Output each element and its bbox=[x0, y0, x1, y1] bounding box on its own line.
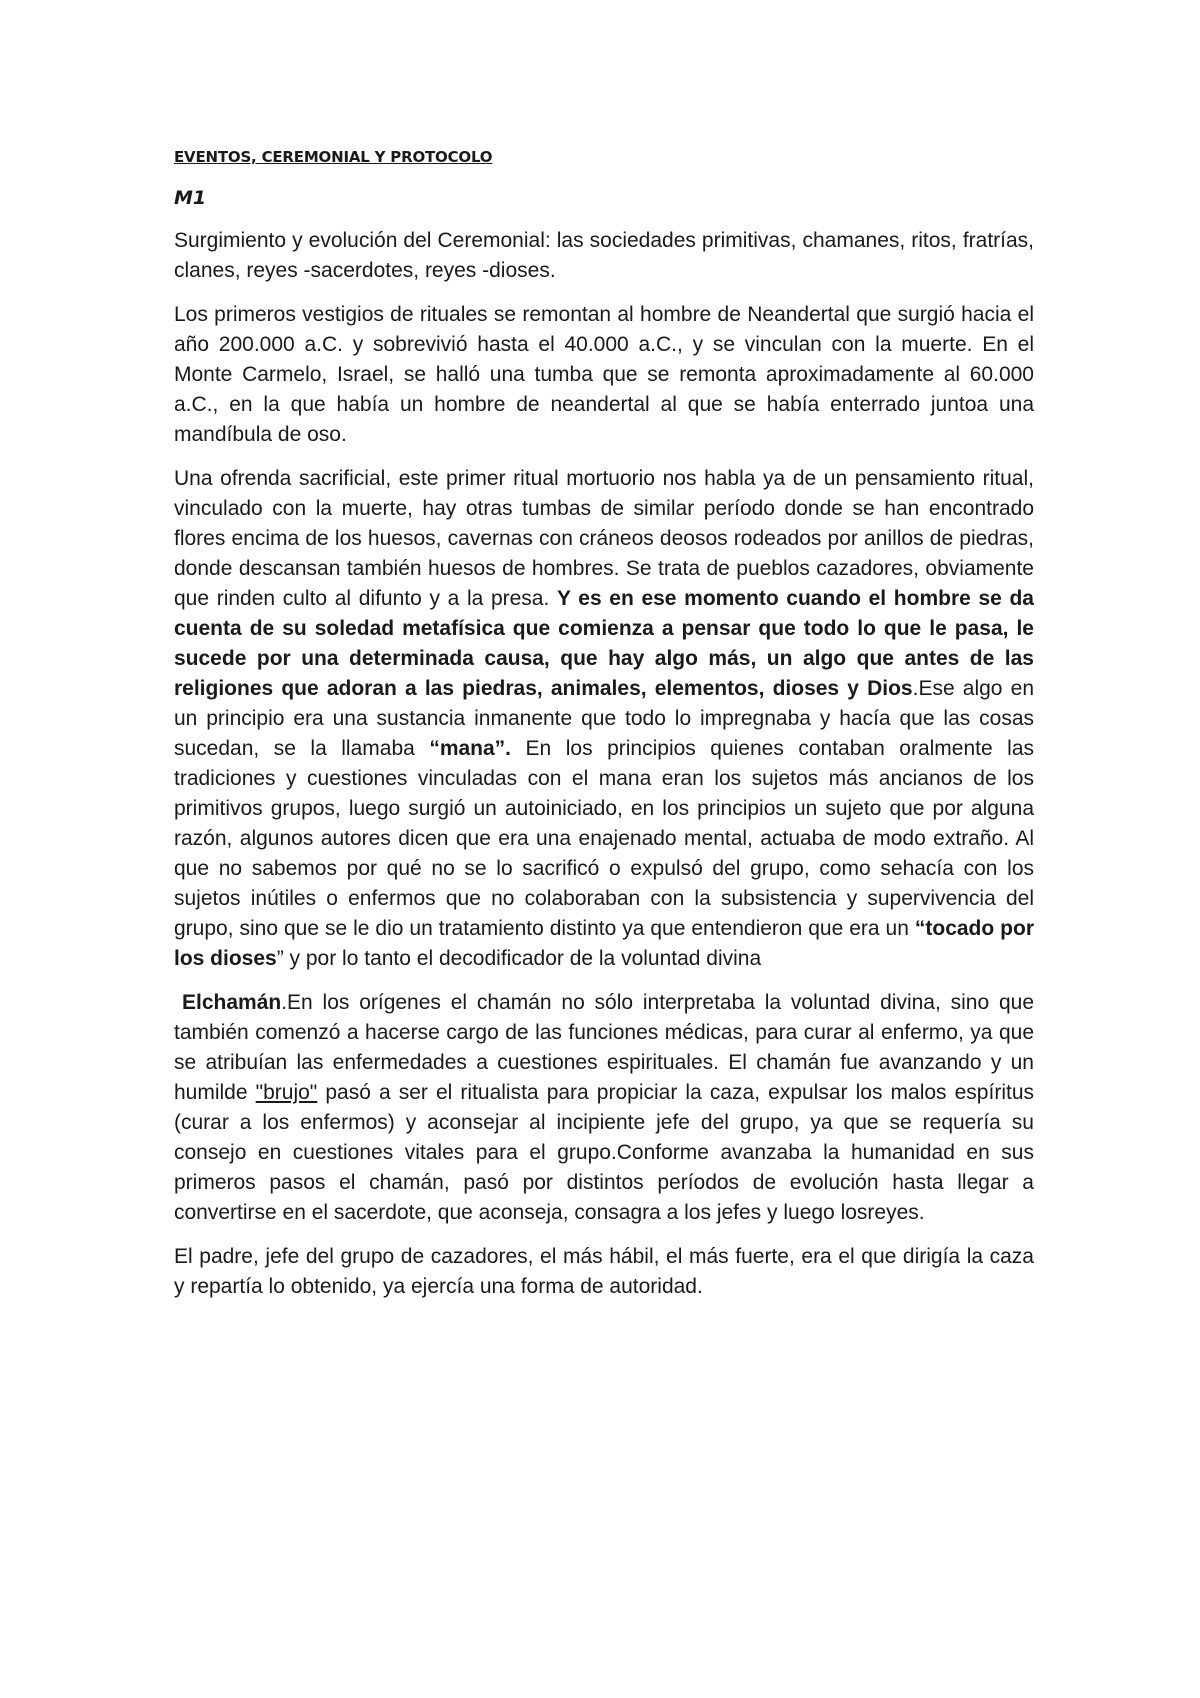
paragraph-ofrenda bbox=[174, 464, 1034, 974]
link-brujo[interactable]: "brujo" bbox=[255, 1081, 318, 1104]
text-run: ” y por lo tanto el decodificador de la voluntad divina bbox=[276, 947, 762, 970]
paragraph-neandertal: Los primeros vestigios de rituales se remontan al hombre de Neandertal que surgió hacia el año 200.000 a.C. y sobrevivió hasta el 40.000 a.C., y se vinculan con la muerte. En el Monte Carmelo, Israel, se halló una tumba que se remonta aproximadamente al 60.000 a.C., en la que había un hombre de neandertal al que se había enterrado juntoa una mandíbula de oso. bbox=[174, 303, 1034, 446]
text-run: En los principios quienes contaban oralmente las tradiciones y cuestiones vinculadas con el mana eran los sujetos más ancianos de los primitivos grupos, luego surgió un autoiniciado, en los principios un sujeto que por alguna razón, algunos autores dicen que era una enajenado mental, actuaba de modo extraño. Al que no sabemos por qué no se lo sacrificó o expulsó del grupo, como sehacía con los sujetos inútiles o enfermos que no colaboraban con la subsistencia y supervivencia del grupo, sino que se le dio un tratamiento distinto ya que entendieron que era un bbox=[174, 737, 1035, 940]
text-run: .En los orígenes el chamán no sólo interpretaba la voluntad divina, sino que también comenzó a hacerse cargo de las funciones médicas, para curar al enfermo, ya que se atribuían las enfermedades a cuestiones espirituales. El chamán fue avanzando y un humilde bbox=[174, 991, 1034, 1104]
section-heading: M1 bbox=[174, 187, 207, 209]
bold-term-mana: “mana”. bbox=[429, 737, 512, 760]
paragraph-chaman bbox=[174, 988, 1034, 1228]
bold-term-chaman: Elchamán bbox=[182, 991, 282, 1014]
text-run: Una ofrenda sacrificial, este primer ritual mortuorio nos habla ya de un pensamiento ritual, vinculado con la muerte, hay otras tumbas de similar período donde se han encontrado flores encima de los huesos, cavernas con cráneos deosos rodeados por anillos de piedras, donde descansan también huesos de hombres. Se trata de pueblos cazadores, obviamente que rinden culto al difunto y a la presa. bbox=[174, 467, 1034, 610]
bold-text: Y es en ese momento cuando el hombre se da cuenta de su soledad metafísica que comienza a pensar que todo lo que le pasa, le sucede por una determinada causa, que hay algo más, un algo que antes de las religiones que adoran a las piedras, animales, elementos, dioses y Dios bbox=[174, 587, 1034, 700]
document-page bbox=[174, 146, 1034, 1316]
topic-subtitle: Surgimiento y evolución del Ceremonial: las sociedades primitivas, chamanes, ritos, fratrías, clanes, reyes -sacerdotes, reyes -dioses. bbox=[174, 229, 1034, 282]
text-run: .Ese algo en un principio era una sustancia inmanente que todo lo impregnaba y hacía que las cosas sucedan, se la llamaba bbox=[174, 677, 1034, 760]
text-run: pasó a ser el ritualista para propiciar la caza, expulsar los malos espíritus (curar a los enfermos) y aconsejar al incipiente jefe del grupo, ya que se requería su consejo en cuestiones vitales para el grupo.Conforme avanzaba la humanidad en sus primeros pasos el chamán, pasó por distintos períodos de evolución hasta llegar a convertirse en el sacerdote, que aconseja, consagra a los jefes y luego losreyes. bbox=[174, 1081, 1034, 1224]
bold-term-tocado: “tocado por los dioses bbox=[174, 917, 1034, 970]
document-title: EVENTOS, CEREMONIAL Y PROTOCOLO bbox=[174, 148, 493, 166]
paragraph-padre: El padre, jefe del grupo de cazadores, el más hábil, el más fuerte, era el que dirigía la caza y repartía lo obtenido, ya ejercía una forma de autoridad. bbox=[174, 1245, 1034, 1298]
